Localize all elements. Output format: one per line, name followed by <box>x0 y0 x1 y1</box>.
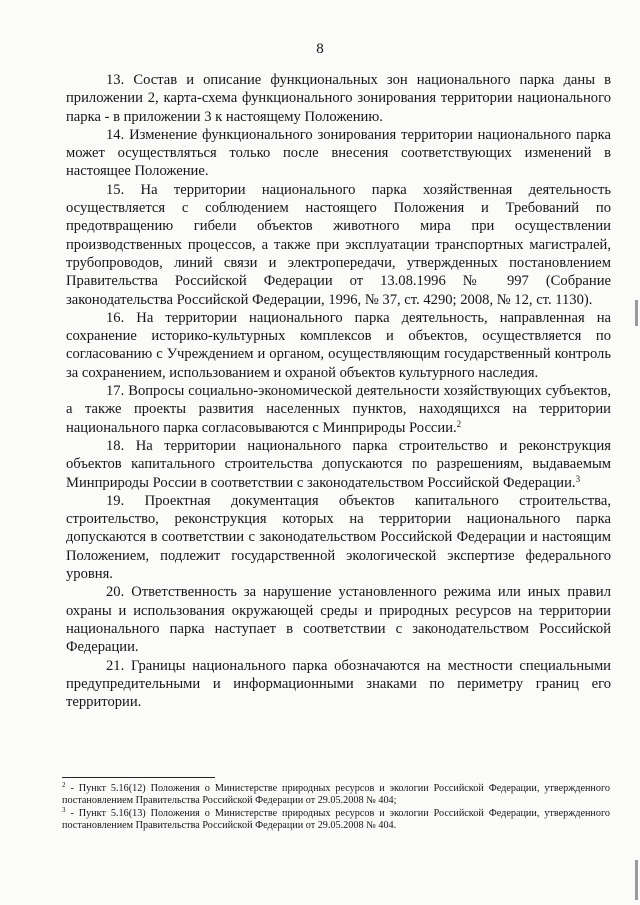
paragraph-16 <box>66 309 611 382</box>
paragraph-21 <box>66 657 611 712</box>
footnote-ref: 3 <box>575 473 581 484</box>
paragraph-text: 13. Состав и описание функциональных зон национального парка даны в приложении 2, карта-схема функционального зонирования территории национального парка - в приложении 3 к настоящему Положению. <box>66 72 611 125</box>
scan-edge-mark <box>635 860 638 900</box>
paragraph-19 <box>66 492 611 583</box>
scan-edge-mark <box>635 300 638 326</box>
paragraph-text: 21. Границы национального парка обозначаются на местности специальными предупредительными и информационными знаками по периметру границ его территории. <box>66 657 611 711</box>
footnote-text: - Пункт 5.16(13) Положения о Министерстве природных ресурсов и экологии Российской Федерации, утвержденного постановлением Правительства Российской Федерации от 29.05.2008 № 404. <box>62 807 610 832</box>
document-body <box>66 71 611 711</box>
footnote-2 <box>62 783 610 808</box>
footnote-3 <box>62 805 610 833</box>
paragraph-13 <box>66 71 611 126</box>
paragraph-text: 14. Изменение функционального зонирования территории национального парка может осуществляться только после внесения соответствующих изменений в настоящее Положение. <box>66 126 611 180</box>
paragraph-text: 20. Ответственность за нарушение установленного режима или иных правил охраны и использования окружающей среды и природных ресурсов на территории национального парка наступает в соответствии с законодательством Российской Федерации. <box>66 584 611 656</box>
paragraph-text: 17. Вопросы социально-экономической деятельности хозяйствующих субъектов, а также проекты развития населенных пунктов, находящихся на территории национального парка согласовываются с Минприроды России. <box>66 383 611 436</box>
paragraph-18 <box>66 437 611 492</box>
footnote-text: - Пункт 5.16(12) Положения о Министерстве природных ресурсов и экологии Российской Федерации, утвержденного постановлением Правительства Российской Федерации от 29.05.2008 № 404; <box>62 783 610 807</box>
paragraph-text: 18. На территории национального парка строительство и реконструкция объектов капитального строительства допускаются по разрешениям, выдаваемым Минприроды России в соответствии с законодательством Российской Федерации. <box>66 437 611 491</box>
footnote-divider <box>62 777 215 778</box>
paragraph-20 <box>66 583 611 656</box>
paragraph-14 <box>66 126 611 181</box>
paragraph-17 <box>66 382 611 437</box>
footnotes <box>62 783 610 833</box>
paragraph-text: 19. Проектная документация объектов капитального строительства, строительство, реконструкция которых на территории национального парка допускаются в соответствии с законодательством Российской Федерации и настоящим Положением, подлежит государственной экологической экспертизе федерального уровня. <box>66 492 611 583</box>
footnote-ref: 2 <box>456 418 462 429</box>
paragraph-text: 16. На территории национального парка деятельность, направленная на сохранение историко-культурных комплексов и объектов, осуществляется по согласованию с Учреждением и органом, осуществляющим государственный контроль за сохранением, использованием и охраной объектов культурного наследия. <box>66 309 611 381</box>
paragraph-15 <box>66 181 611 309</box>
footnote-mark: 2 <box>62 781 66 789</box>
footnote-mark: 3 <box>62 805 66 814</box>
page-number: 8 <box>316 41 324 57</box>
paragraph-text: 15. На территории национального парка хозяйственная деятельность осуществляется с соблюдением настоящего Положения и Требований по предотвращению гибели объектов животного мира при осуществлении производственных процессов, а также при эксплуатации транспортных магистралей, трубопроводов, линий связи и электропередачи, утвержденных постановлением Правительства Российской Федерации от 13.08.1996 № 997 (Собрание законодательства Российской Федерации, 1996, № 37, ст. 4290; 2008, № 12, ст. 1130). <box>66 181 611 308</box>
